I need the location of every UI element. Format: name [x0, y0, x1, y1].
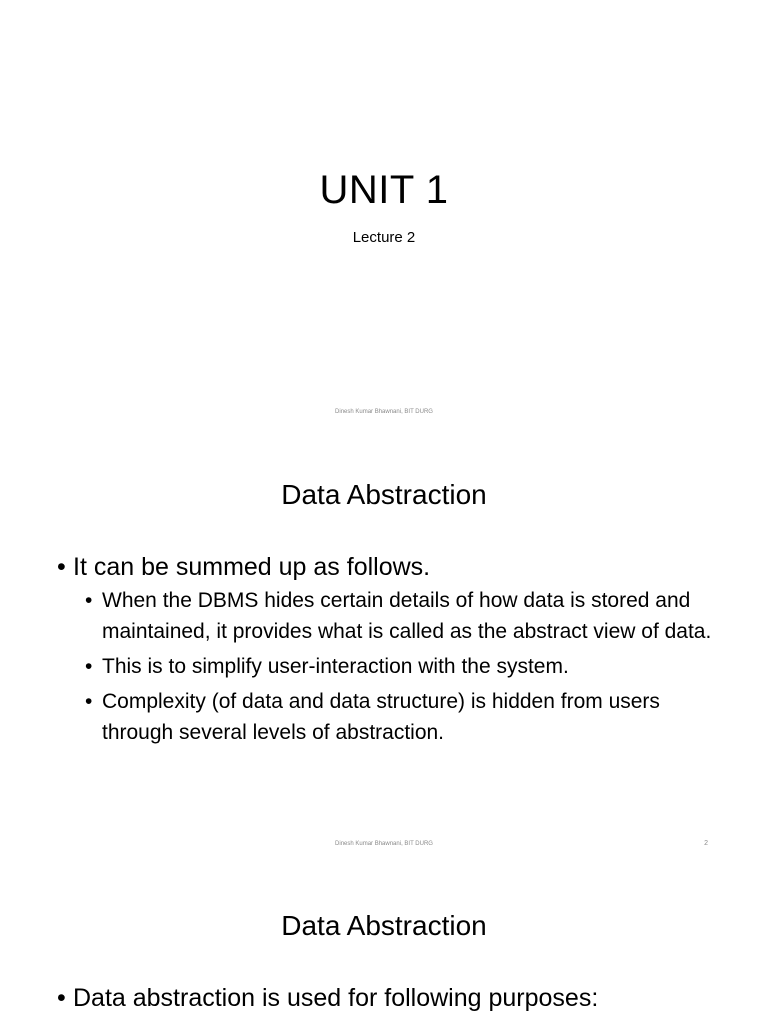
sub-bullet-item: • When the DBMS hides certain details of how data is stored and maintained, it provides what is called as the abstract view of data.	[85, 585, 728, 647]
slide-heading: Data Abstraction	[281, 910, 487, 941]
slide-footer: Dinesh Kumar Bhawnani, BIT DURG	[335, 841, 433, 847]
bullet-list	[57, 551, 728, 752]
slide-title-unit	[0, 0, 768, 432]
slide-subtitle: Lecture 2	[352, 229, 416, 246]
slide-data-abstraction	[0, 433, 768, 865]
bullet-item	[57, 982, 728, 1014]
page-number: 2	[704, 840, 708, 847]
sub-bullet-list	[85, 585, 728, 748]
bullet-text: Data abstraction is used for following purposes:	[73, 984, 599, 1012]
sub-bullet-item: • This is to simplify user-interaction with the system.	[85, 651, 728, 682]
bullet-text: It can be summed up as follows.	[73, 553, 431, 581]
slide-main-title: UNIT 1	[319, 168, 449, 212]
slide-data-abstraction-purposes	[0, 866, 768, 1024]
bullet-list	[57, 982, 728, 1014]
slide-heading: Data Abstraction	[281, 479, 487, 510]
bullet-item	[57, 551, 728, 748]
slide-footer: Dinesh Kumar Bhawnani, BIT DURG	[335, 409, 433, 415]
sub-bullet-item: • Complexity (of data and data structure) is hidden from users through several levels of abstraction.	[85, 686, 728, 748]
